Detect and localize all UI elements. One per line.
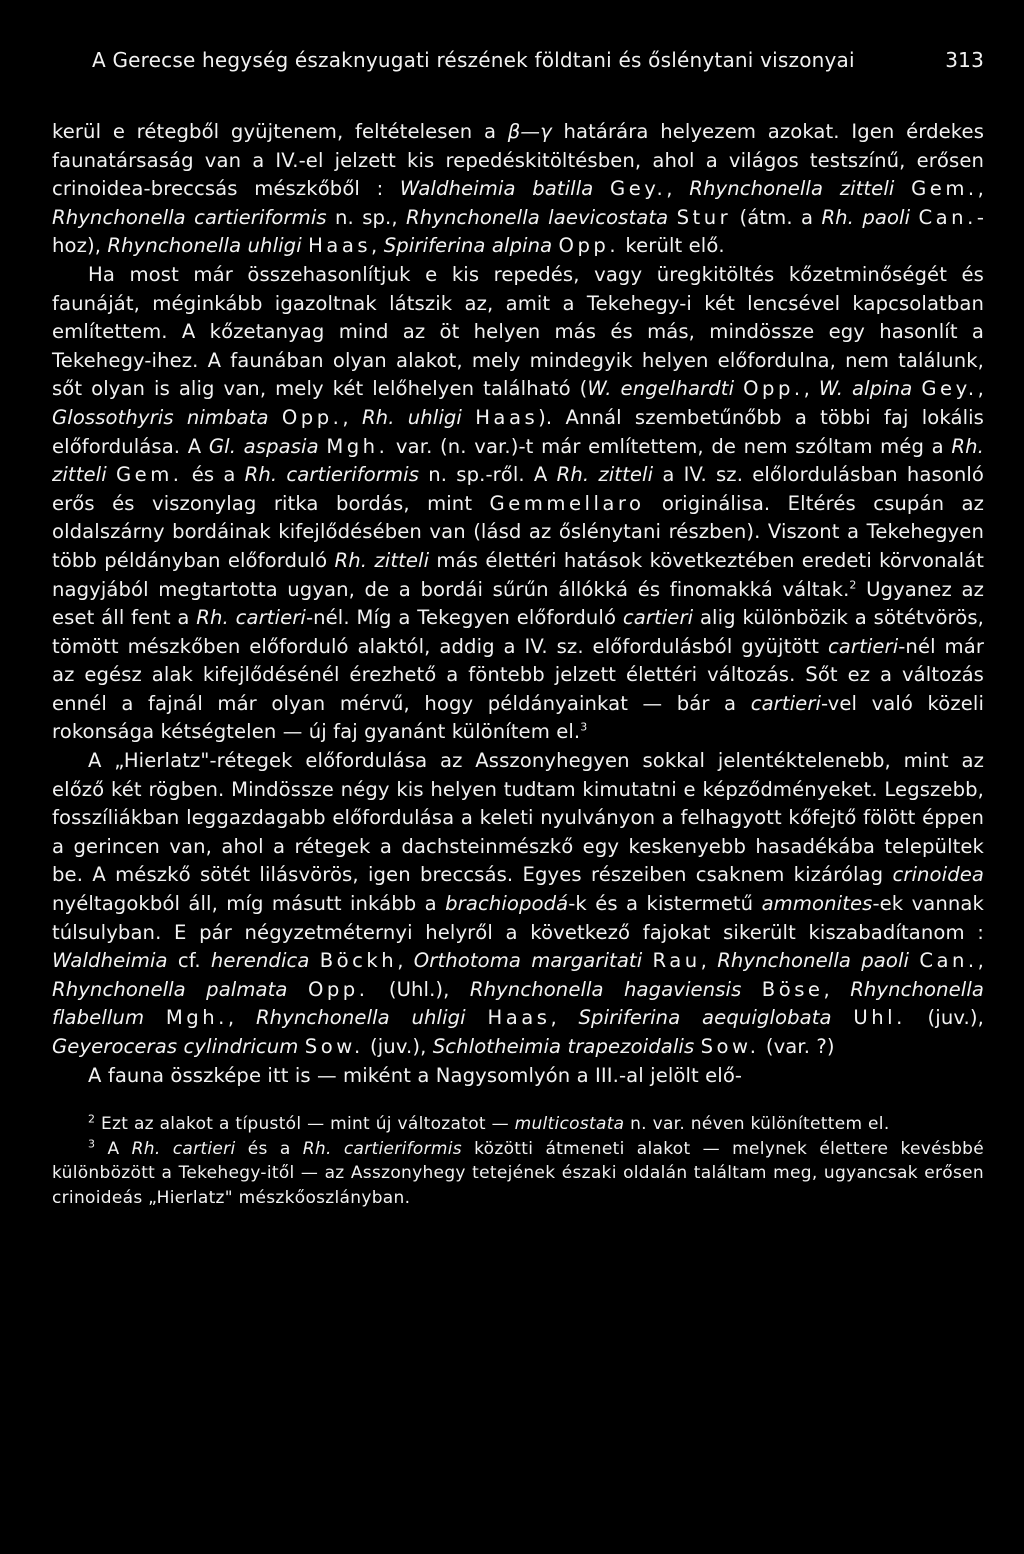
author-name: Can. [918, 205, 977, 229]
text-run: nyéltagokból áll, míg másutt inkább a [52, 892, 446, 916]
taxon-name: Orthotoma margaritati [413, 949, 643, 973]
author-name: Can. [919, 949, 978, 973]
footnote-3 [52, 1137, 984, 1211]
footnote-number: 3 [88, 1137, 96, 1151]
taxon-name: Rhynchonella cartieriformis [52, 205, 327, 229]
text-run: -vel való közeli rokonsága kétségtelen — új faj gyanánt különítem el. [52, 691, 985, 744]
author-name: Gemmellaro [489, 491, 645, 515]
taxon-name: multicostata [514, 1114, 625, 1135]
text-run: (var. ?) [759, 1035, 835, 1058]
text-run: , [371, 234, 384, 258]
text-run: cf. [167, 949, 211, 973]
text-run: (átm. a [731, 205, 822, 229]
author-name: Rau [652, 949, 701, 973]
taxon-name: cartieri [750, 691, 822, 715]
author-name: Sow. [700, 1035, 760, 1058]
text-run: -ek vannak túlsulyban. E pár négyzetméternyi helyről a következő fajokat sikerült kiszabadítanom : [52, 892, 984, 944]
running-title: A Gerecse hegység északnyugati részének földtani és őslénytani viszonyai [92, 48, 855, 72]
taxon-name: Rh. zitteli [556, 463, 654, 487]
author-name: Gey. [610, 177, 667, 201]
text-run: és a [182, 463, 245, 487]
author-name: Uhl. [853, 1006, 906, 1030]
text-run: kerül e rétegből gyüjtenem, feltételesen a [52, 120, 508, 143]
author-name: Sow. [304, 1035, 364, 1058]
text-run: alig különbözik a sötétvörös, tömött mészkőben előforduló alaktól, addig a IV. sz. előfordulásból gyüjtött [52, 606, 984, 658]
text-run: (Uhl.), [368, 977, 470, 1001]
taxon-name: W. alpina [818, 377, 913, 401]
text-run: -k és a kistermetű [568, 892, 762, 916]
footnote-2 [52, 1112, 984, 1137]
text-run: , [227, 1006, 256, 1030]
footnote-ref[interactable]: 2 [849, 577, 857, 591]
text-run: A [95, 1138, 132, 1159]
taxon-name: Spiriferina alpina [383, 234, 553, 258]
taxon-name: Rhynchonella hagaviensis [469, 977, 742, 1001]
text-run: , [666, 177, 690, 201]
text-run: Ezt az alakot a típustól — mint új változatot — [95, 1114, 515, 1135]
text-run: más élettéri hatások következtében eredeti körvonalát nagyjából megtartotta ugyan, de a bordái sűrűn állókká és finomakká váltak. [52, 548, 985, 601]
taxon-name: herendica [210, 949, 310, 973]
author-name: Opp. [743, 377, 804, 401]
taxon-name: Rh. cartieri [196, 606, 306, 630]
text-run: , [397, 949, 414, 973]
author-name: Gem. [911, 177, 978, 201]
text-run: A „Hierlatz"-rétegek előfordulása az Asszonyhegyen sokkal jelentéktelenebb, mint az előző két rögben. Mindössze négy kis helyen tudtam kimutatni e képződményeket. Legszebb, fosszíliákban leggazdagabb előfordulása a keleti nyulványon a felhagyott kőfejtő fölött éppen a gerincen van, ahol a rétegek a dachsteinmészkő egy keskenyebb hasadékába települtek be. A mészkő sötét lilásvörös, igen breccsás. Egyes részeiben csaknem kizárólag [52, 749, 984, 887]
author-name: Mgh. [165, 1006, 228, 1030]
taxon-name: Rhynchonella uhligi [107, 234, 302, 258]
author-name: Haas [308, 234, 372, 258]
author-name: Gey. [921, 377, 978, 401]
text-run: n. var. néven különítettem el. [624, 1114, 890, 1135]
taxon-name: Waldheimia batilla [399, 177, 594, 201]
taxon-name: Rh. uhligi [361, 405, 462, 429]
text-run: A fauna összképe itt is — miként a Nagysomlyón a III.-al jelölt elő- [88, 1063, 743, 1087]
text-run: n. sp.-ről. A [419, 463, 557, 487]
taxon-name: Rhynchonella flabellum [52, 977, 984, 1030]
taxon-name: Rh. paoli [821, 205, 911, 229]
taxon-name: cartieri [827, 634, 899, 658]
footnote-number: 2 [88, 1112, 96, 1126]
text-run: Ugyanez az eset áll fent a [52, 577, 984, 630]
taxon-name: crinoidea [892, 863, 984, 887]
taxon-name: Rh. zitteli [334, 548, 430, 572]
taxon-name: W. engelhardti [587, 377, 735, 401]
footnotes [52, 1112, 984, 1210]
taxon-name: Schlotheimia trapezoidalis [432, 1035, 695, 1058]
text-run: határára helyezem azokat. Igen érdekes faunatársaság van a IV.-el jelzett kis repedéskitöltésben, ahol a világos testszínű, erősen crinoidea-breccsás mészkőből : [52, 120, 984, 201]
running-header [52, 48, 984, 88]
taxon-name: Rhynchonella paoli [717, 949, 910, 973]
author-name: Böse [761, 977, 824, 1001]
text-run: , [342, 405, 362, 429]
text-run: , [977, 949, 984, 973]
text-run: közötti átmeneti alakot — melynek élettere kevésbbé különbözött a Tekehegy-itől — az Asszonyhegy tetejének északi oldalán találtam meg, ugyancsak erősen crinoideás „Hierlatz" mészkőoszlányban. [52, 1138, 985, 1208]
text-run: ). Annál szembetűnőbb a többi faj lokális előfordulása. A [52, 405, 984, 458]
author-name: Haas [475, 405, 539, 429]
text-run: , [550, 1006, 579, 1030]
text-run: Ha most már összehasonlítjuk e kis repedés, vagy üregkitöltés kőzetminőségét és faunáját, méginkább igazoltnak látszik az, amit a Tekehegy-i két lencsével kapcsolatban említettem. A kőzetanyag mind az öt helyen más és más, mindössze egy hasonlít a Tekehegy-ihez. A faunában olyan alakot, mely mindegyik helyen előfordulna, nem találunk, sőt olyan is alig van, mely két lelőhelyen található ( [52, 262, 984, 401]
paragraph-2 [52, 261, 984, 747]
text-run: var. (n. var.)-t már említettem, de nem szóltam még a [388, 434, 952, 458]
taxon-name: Rh. zitteli [52, 434, 984, 487]
text-run: n. sp., [326, 205, 407, 229]
author-name: Opp. [307, 977, 369, 1001]
text-run: került elő. [619, 234, 725, 258]
taxon-name: brachiopodá [445, 892, 569, 916]
taxon-name: cartieri [622, 606, 694, 630]
taxon-name: Rhynchonella zitteli [689, 177, 895, 201]
text-run: és a [235, 1138, 303, 1159]
text-run: , [700, 949, 718, 973]
taxon-name: Rh. cartieri [131, 1138, 236, 1159]
author-name: Haas [487, 1006, 551, 1030]
text-run: -nél már az egész alak kifejlődésénél érezhető a föntebb jelzett élettéri változás. Sőt ez a változás ennél a fajnál már olyan mérvű, hogy példányainkat — bár a [52, 634, 984, 715]
author-name: Gem. [115, 463, 183, 487]
text-run: originálisa. Eltérés csupán az oldalszárny bordáinak kifejlődésében van (lásd az őslénytani részben). Viszont a Tekehegyen több példányban előforduló [52, 491, 984, 572]
author-name: Stur [676, 205, 732, 229]
text-run: , [977, 177, 984, 201]
footnote-ref[interactable]: 3 [580, 720, 588, 734]
taxon-name: Glossothyris nimbata [52, 405, 269, 429]
author-name: Opp. [558, 234, 620, 258]
taxon-name: Geyeroceras cylindricum [52, 1035, 299, 1058]
paragraph-3 [52, 747, 984, 1062]
text-run: (juv.), [363, 1035, 433, 1058]
text-run: -hoz), [52, 205, 984, 258]
body-text [52, 118, 984, 1090]
taxon-name: Rhynchonella uhligi [255, 1006, 466, 1030]
taxon-name: Spiriferina aequiglobata [578, 1006, 832, 1030]
taxon-name: ammonites [761, 892, 873, 916]
taxon-name: Waldheimia [52, 949, 168, 973]
text-run: (juv.), [905, 1006, 984, 1030]
taxon-name: Rh. cartieriformis [244, 463, 420, 487]
text-run: , [977, 377, 984, 401]
paragraph-1 [52, 118, 984, 261]
text-run: a IV. sz. előlordulásban hasonló erős és viszonylag ritka bordás, mint [52, 463, 984, 515]
paragraph-4 [52, 1062, 984, 1091]
taxon-name: Rhynchonella palmata [52, 977, 288, 1001]
author-name: Böckh [319, 949, 398, 973]
page-number: 313 [945, 48, 984, 72]
taxon-name: Rhynchonella laevicostata [406, 205, 669, 229]
taxon-name: Rh. cartieriformis [302, 1138, 462, 1159]
text-run: , [823, 977, 851, 1001]
text-run: -nél. Míg a Tekegyen előforduló [305, 606, 623, 630]
text-run: , [803, 377, 819, 401]
author-name: Mgh. [326, 434, 389, 458]
taxon-name: Gl. aspasia [208, 434, 319, 458]
text-run: β—γ [507, 120, 552, 143]
author-name: Opp. [281, 405, 343, 429]
